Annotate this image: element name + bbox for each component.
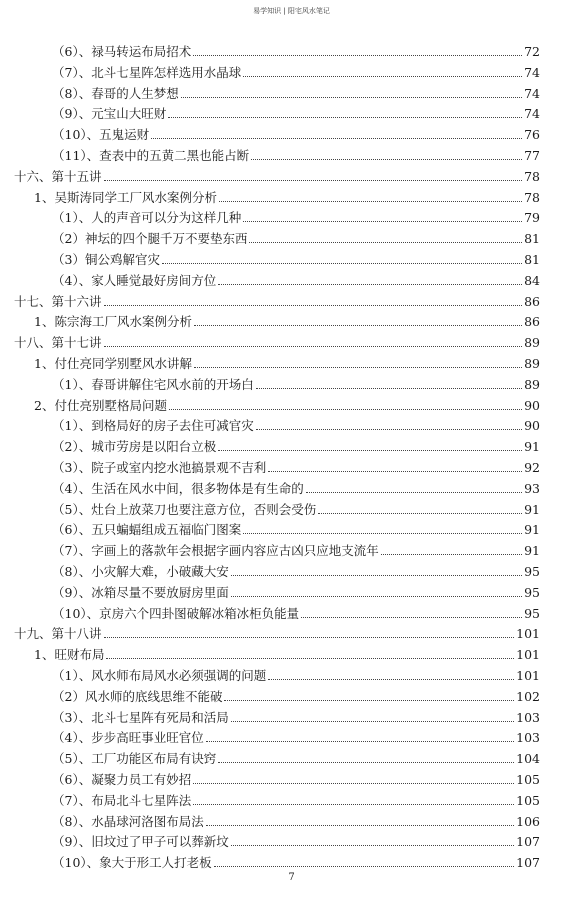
toc-entry[interactable] — [52, 102, 540, 122]
toc-entry-title: （4）、步步高旺事业旺官位 — [52, 730, 204, 746]
dot-leader — [224, 700, 514, 701]
toc-entry-page: 86 — [524, 314, 540, 330]
toc-entry[interactable] — [52, 414, 540, 434]
toc-entry[interactable] — [52, 518, 540, 538]
toc-entry[interactable] — [52, 851, 540, 871]
dot-leader — [106, 658, 514, 659]
dot-leader — [243, 533, 522, 534]
toc-entry-page: 89 — [524, 335, 540, 351]
dot-leader — [306, 492, 522, 493]
toc-entry-page: 86 — [524, 293, 540, 309]
toc-entry[interactable] — [52, 206, 540, 226]
toc-entry-title: （5）、灶台上放菜刀也要注意方位，否则会受伤 — [52, 501, 317, 517]
toc-entry-title: （8）、水晶球河洛图布局法 — [52, 813, 204, 829]
dot-leader — [151, 138, 522, 139]
toc-entry-title: （9）、冰箱尽量不要放厨房里面 — [52, 584, 229, 600]
dot-leader — [381, 554, 522, 555]
toc-entry[interactable] — [52, 602, 540, 622]
dot-leader — [231, 575, 522, 576]
toc-entry[interactable] — [52, 498, 540, 518]
toc-entry[interactable] — [52, 789, 540, 809]
toc-entry-title: 1、旺财布局 — [34, 647, 105, 663]
toc-entry-page: 76 — [524, 127, 540, 143]
toc-entry-page: 90 — [524, 397, 540, 413]
toc-entry-page: 95 — [524, 605, 540, 621]
toc-entry-page: 102 — [516, 688, 540, 704]
toc-entry[interactable] — [34, 394, 540, 414]
toc-entry-title: （7）、北斗七星阵怎样选用水晶球 — [52, 64, 242, 80]
dot-leader — [206, 741, 514, 742]
dot-leader — [301, 617, 522, 618]
toc-entry[interactable] — [52, 477, 540, 497]
toc-entry-title: （2）、城市劳房是以阳台立极 — [52, 439, 217, 455]
toc-entry-title: （2）神坛的四个腿千万不要垫东西 — [52, 231, 248, 247]
toc-entry-page: 95 — [524, 564, 540, 579]
dot-leader — [168, 117, 522, 118]
toc-entry[interactable] — [52, 82, 540, 102]
toc-entry[interactable] — [52, 768, 540, 788]
toc-entry[interactable] — [52, 248, 540, 268]
toc-entry[interactable] — [52, 269, 540, 289]
dot-leader — [219, 201, 522, 202]
toc-entry[interactable] — [14, 290, 540, 310]
toc-entry-page: 81 — [524, 231, 540, 247]
dot-leader — [193, 783, 514, 784]
dot-leader — [243, 221, 522, 222]
toc-entry-title: （11）、查表中的五黄二黑也能占断 — [52, 148, 250, 163]
dot-leader — [218, 450, 522, 451]
page-header: 易学知识 | 阳宅风水笔记 — [253, 7, 330, 15]
toc-entry-title: （4）、生活在风水中间，很多物体是有生命的 — [52, 480, 304, 496]
toc-entry-title: （10）、象大于形工人打老板 — [52, 855, 212, 871]
dot-leader — [256, 388, 522, 389]
dot-leader — [231, 845, 514, 846]
toc-entry[interactable] — [14, 165, 540, 185]
toc-entry-title: （3）、院子或室内挖水池搞景观不吉利 — [52, 460, 267, 475]
dot-leader — [251, 159, 522, 160]
toc-entry[interactable] — [34, 352, 540, 372]
toc-entry-page: 105 — [516, 792, 540, 808]
dot-leader — [194, 367, 522, 368]
dot-leader — [162, 263, 522, 264]
toc-entry[interactable] — [34, 310, 540, 330]
toc-entry-title: 2、付仕亮别墅格局问题 — [34, 397, 167, 413]
dot-leader — [193, 55, 522, 56]
toc-entry-page: 91 — [524, 543, 540, 559]
toc-entry-title: （3）铜公鸡解官灾 — [52, 252, 160, 267]
toc-entry-page: 92 — [524, 460, 540, 475]
dot-leader — [194, 325, 522, 326]
toc-entry-title: （5）、工厂功能区布局有诀窍 — [52, 751, 217, 767]
toc-entry-page: 103 — [516, 730, 540, 746]
toc-entry-title: 1、付仕亮同学别墅风水讲解 — [34, 356, 192, 371]
toc-entry-page: 107 — [516, 855, 540, 871]
toc-entry-page: 91 — [524, 501, 540, 517]
toc-entry[interactable] — [52, 747, 540, 767]
dot-leader — [169, 409, 522, 410]
toc-entry[interactable] — [14, 331, 540, 351]
toc-entry-title: （1）、人的声音可以分为这样几种 — [52, 210, 242, 226]
toc-entry-page: 74 — [524, 106, 540, 122]
dot-leader — [206, 825, 514, 826]
toc-entry-title: （6）、禄马转运布局招术 — [52, 44, 192, 59]
toc-entry[interactable] — [52, 227, 540, 247]
dot-leader — [193, 804, 514, 805]
toc-entry[interactable] — [34, 643, 540, 663]
toc-entry-title: （2）风水师的底线思维不能破 — [52, 688, 223, 704]
toc-entry-title: （7）、布局北斗七星阵法 — [52, 792, 192, 808]
dot-leader — [256, 429, 522, 430]
toc-entry-title: 十七、第十六讲 — [14, 293, 102, 309]
dot-leader — [218, 762, 514, 763]
toc-entry-title: 1、陈宗海工厂风水案例分析 — [34, 314, 192, 330]
toc-entry-title: （9）、旧坟过了甲子可以葬新坟 — [52, 834, 229, 850]
toc-entry[interactable] — [52, 685, 540, 705]
dot-leader — [104, 180, 523, 181]
toc-entry-title: （10）、五鬼运财 — [52, 127, 150, 143]
toc-entry-title: （6）、凝聚力员工有妙招 — [52, 772, 192, 787]
toc-entry[interactable] — [52, 830, 540, 850]
toc-entry-page: 74 — [524, 85, 540, 101]
toc-entry[interactable] — [52, 144, 540, 164]
toc-entry-page: 90 — [524, 418, 540, 434]
dot-leader — [214, 866, 514, 867]
toc-entry-title: 1、吴斯涛同学工厂风水案例分析 — [34, 189, 217, 205]
toc-entry-page: 78 — [524, 189, 540, 205]
toc-entry[interactable] — [52, 40, 540, 60]
toc-entry-page: 95 — [524, 584, 540, 600]
toc-entry-page: 81 — [524, 252, 540, 267]
toc-entry-page: 106 — [516, 813, 540, 829]
toc-entry-page: 89 — [524, 376, 540, 392]
toc-entry-title: （1）、春哥讲解住宅风水前的开场白 — [52, 376, 254, 392]
toc-entry-title: 十九、第十八讲 — [14, 626, 102, 642]
toc-entry-page: 77 — [524, 148, 540, 163]
page-number: 7 — [288, 872, 295, 883]
toc-entry-page: 78 — [524, 168, 540, 184]
toc-entry-title: 十六、第十五讲 — [14, 168, 102, 184]
dot-leader — [218, 284, 522, 285]
dot-leader — [268, 679, 514, 680]
toc-entry-title: 十八、第十七讲 — [14, 335, 102, 351]
dot-leader — [104, 346, 523, 347]
dot-leader — [243, 76, 522, 77]
toc-entry-title: （1）、风水师布局风水必须强调的问题 — [52, 668, 267, 683]
toc-entry-page: 79 — [524, 210, 540, 226]
toc-entry-title: （7）、字画上的落款年会根据字画内容应古凶只应地支流年 — [52, 543, 379, 559]
dot-leader — [104, 637, 515, 638]
toc-entry-title: （1）、到格局好的房子去住可减官灾 — [52, 418, 254, 434]
toc-entry-page: 101 — [516, 626, 540, 642]
toc-entry-page: 91 — [524, 522, 540, 538]
dot-leader — [104, 305, 523, 306]
toc-entry-page: 89 — [524, 356, 540, 371]
toc-entry-page: 107 — [516, 834, 540, 850]
dot-leader — [231, 596, 522, 597]
toc-entry-title: （4）、家人睡觉最好房间方位 — [52, 272, 217, 288]
toc-entry[interactable] — [52, 435, 540, 455]
toc-entry-title: （8）、春哥的人生梦想 — [52, 85, 179, 101]
toc-entry[interactable] — [14, 622, 540, 642]
toc-entry[interactable] — [52, 706, 540, 726]
toc-entry[interactable] — [52, 664, 540, 684]
toc-entry[interactable] — [34, 186, 540, 206]
toc-entry-page: 101 — [516, 668, 540, 683]
toc-entry[interactable] — [52, 456, 540, 476]
toc-entry[interactable] — [52, 581, 540, 601]
toc-entry[interactable] — [52, 726, 540, 746]
dot-leader — [249, 242, 522, 243]
toc-entry[interactable] — [52, 123, 540, 143]
toc-entry-page: 93 — [524, 480, 540, 496]
toc-entry-page: 74 — [524, 64, 540, 80]
toc-entry-page: 101 — [516, 647, 540, 663]
toc-entry-page: 91 — [524, 439, 540, 455]
toc-entry-title: （8）、小灾解大难，小破藏大安 — [52, 564, 229, 579]
dot-leader — [181, 97, 522, 98]
toc-entry[interactable] — [52, 373, 540, 393]
toc-entry[interactable] — [52, 810, 540, 830]
dot-leader — [231, 721, 514, 722]
toc-entry[interactable] — [52, 61, 540, 81]
toc-entry-title: （3）、北斗七星阵有死局和活局 — [52, 709, 229, 725]
dot-leader — [268, 471, 522, 472]
toc-entry-title: （9）、元宝山大旺财 — [52, 106, 167, 122]
toc-entry-page: 104 — [516, 751, 540, 767]
toc-entry-page: 103 — [516, 709, 540, 725]
toc-entry[interactable] — [52, 539, 540, 559]
toc-entry-title: （10）、京房六个四卦图破解冰箱冰柜负能量 — [52, 605, 300, 621]
toc-entry-title: （6）、五只蝙蝠组成五福临门图案 — [52, 522, 242, 538]
toc-entry-page: 84 — [524, 272, 540, 288]
dot-leader — [318, 513, 522, 514]
toc-entry-page: 72 — [524, 44, 540, 59]
toc-entry-page: 105 — [516, 772, 540, 787]
toc-entry[interactable] — [52, 560, 540, 580]
